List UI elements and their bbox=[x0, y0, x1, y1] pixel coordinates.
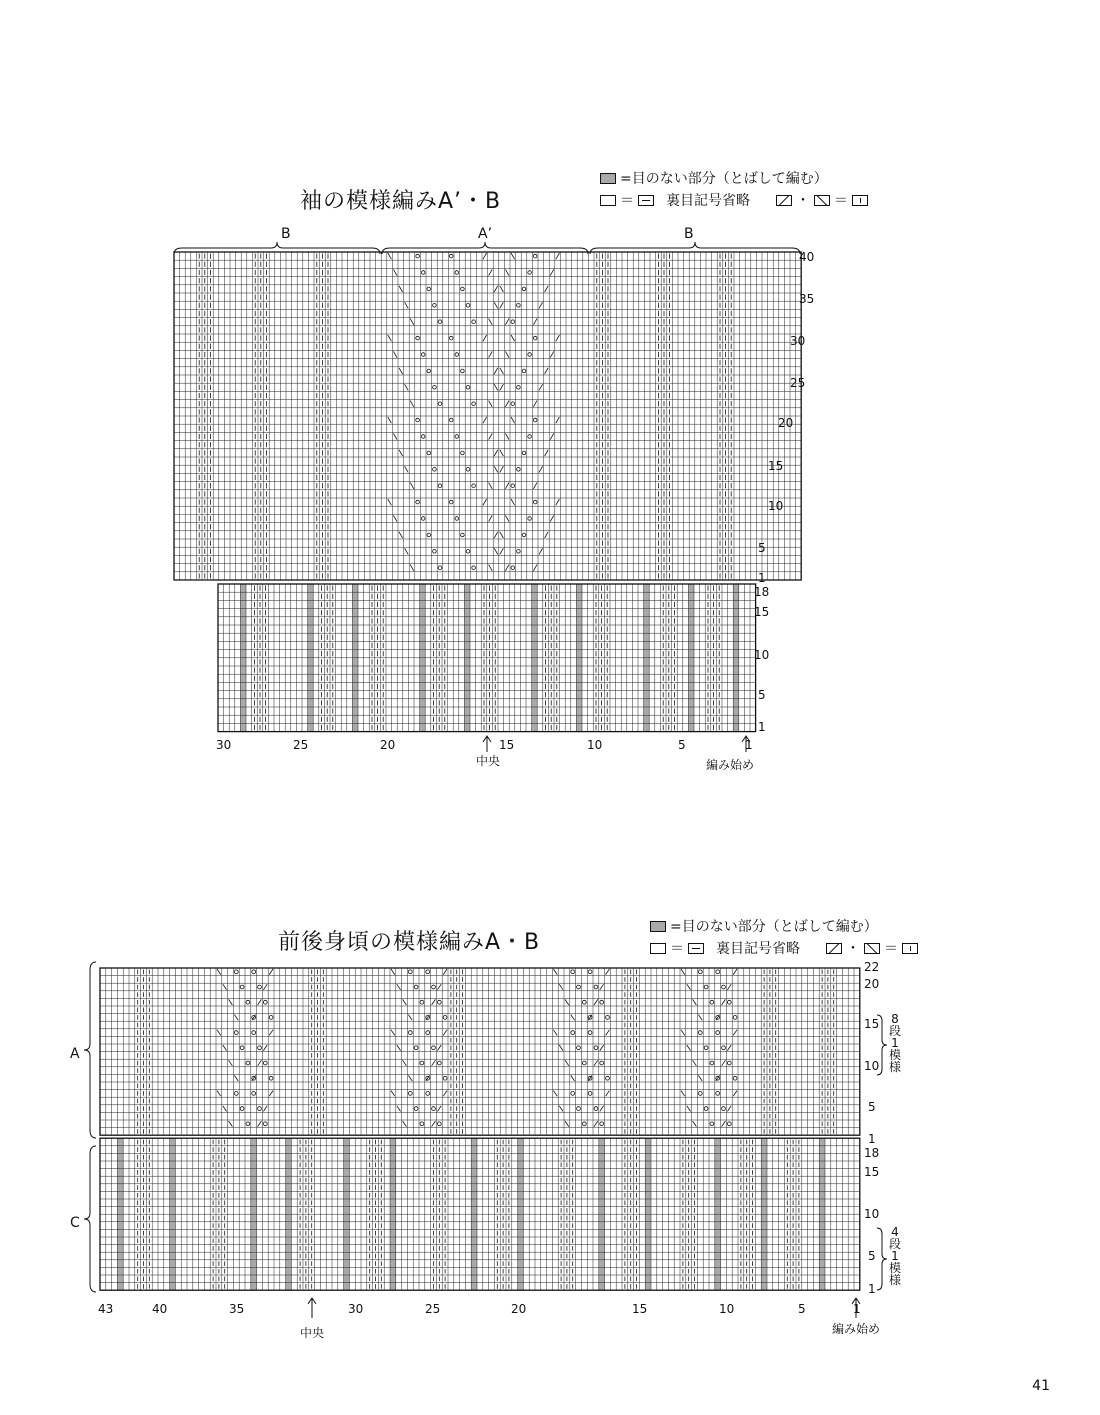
body-row-label: 1 bbox=[868, 1282, 876, 1296]
body-start-label: 編み始め bbox=[832, 1322, 881, 1336]
sleeve-stitch-label: 1 bbox=[745, 738, 753, 752]
sleeve-row-label: 10 bbox=[754, 648, 770, 662]
right-decrease-icon bbox=[864, 943, 880, 954]
left-decrease-icon bbox=[826, 943, 842, 954]
body-row-label: 15 bbox=[864, 1017, 880, 1031]
sleeve-row-label: 10 bbox=[768, 499, 784, 513]
body-row-label: 22 bbox=[864, 960, 880, 974]
body-section-a: A bbox=[70, 1046, 80, 1062]
body-row-label: 1 bbox=[868, 1132, 876, 1146]
page-number: 41 bbox=[1032, 1378, 1050, 1394]
sleeve-row-label: 15 bbox=[768, 459, 784, 473]
body-stitch-label: 20 bbox=[511, 1302, 527, 1316]
knit-symbol-icon bbox=[902, 943, 918, 954]
sleeve-section-a-prime: A’ bbox=[478, 226, 493, 242]
body-stitch-label: 1 bbox=[853, 1302, 861, 1316]
sleeve-row-label: 40 bbox=[799, 250, 815, 264]
blank-square-icon bbox=[600, 195, 616, 206]
body-chart-title: 前後身頃の模様編みA・B bbox=[278, 930, 541, 955]
left-decrease-icon bbox=[776, 195, 792, 206]
body-row-label: 5 bbox=[868, 1249, 876, 1263]
body-legend-eq-1: ＝ bbox=[670, 941, 684, 957]
sleeve-legend-symbols bbox=[600, 190, 868, 210]
body-row-label: 20 bbox=[864, 977, 880, 991]
sleeve-section-b-right: B bbox=[684, 226, 694, 242]
sleeve-stitch-label: 25 bbox=[293, 738, 309, 752]
gray-swatch-icon bbox=[600, 173, 616, 184]
body-stitch-label: 15 bbox=[632, 1302, 648, 1316]
body-repeat-c-label: 4段1模様 bbox=[888, 1225, 901, 1287]
blank-square-icon bbox=[650, 943, 666, 954]
sleeve-stitch-label: 30 bbox=[216, 738, 232, 752]
sleeve-stitch-label: 15 bbox=[499, 738, 515, 752]
sleeve-legend-sep: ・ bbox=[796, 193, 810, 209]
sleeve-legend-eq-1: ＝ bbox=[620, 193, 634, 209]
sleeve-row-label: 5 bbox=[758, 688, 766, 702]
sleeve-legend-gray-text: =目のない部分（とばして編む） bbox=[620, 171, 828, 187]
body-legend-sep: ・ bbox=[846, 941, 860, 957]
sleeve-legend-eq-2: ＝ bbox=[834, 193, 848, 209]
sleeve-legend-gray bbox=[600, 168, 828, 188]
sleeve-row-label: 25 bbox=[790, 376, 806, 390]
sleeve-row-label: 5 bbox=[758, 541, 766, 555]
gray-swatch-icon bbox=[650, 921, 666, 932]
body-legend-eq-2: ＝ bbox=[884, 941, 898, 957]
body-row-label: 10 bbox=[864, 1207, 880, 1221]
sleeve-row-label: 15 bbox=[754, 605, 770, 619]
body-row-label: 5 bbox=[868, 1100, 876, 1114]
body-stitch-label: 10 bbox=[719, 1302, 735, 1316]
body-row-label: 18 bbox=[864, 1146, 880, 1160]
sleeve-center-label: 中央 bbox=[476, 754, 501, 768]
purl-symbol-icon bbox=[688, 943, 704, 954]
right-decrease-icon bbox=[814, 195, 830, 206]
sleeve-section-b-left: B bbox=[281, 226, 291, 242]
body-stitch-label: 5 bbox=[798, 1302, 806, 1316]
body-legend-gray-text: =目のない部分（とばして編む） bbox=[670, 919, 878, 935]
body-stitch-label: 43 bbox=[98, 1302, 114, 1316]
body-section-c: C bbox=[70, 1215, 80, 1231]
knit-symbol-icon bbox=[852, 195, 868, 206]
sleeve-stitch-label: 10 bbox=[587, 738, 603, 752]
sleeve-start-label: 編み始め bbox=[706, 758, 755, 772]
sleeve-row-label: 35 bbox=[799, 292, 815, 306]
sleeve-legend-purl-note: 裏目記号省略 bbox=[666, 193, 750, 209]
body-stitch-label: 30 bbox=[348, 1302, 364, 1316]
body-repeat-a-label: 8段1模様 bbox=[888, 1012, 901, 1074]
body-stitch-label: 40 bbox=[152, 1302, 168, 1316]
sleeve-stitch-label: 5 bbox=[678, 738, 686, 752]
purl-symbol-icon bbox=[638, 195, 654, 206]
sleeve-row-label: 1 bbox=[758, 571, 766, 585]
body-chart-grid bbox=[100, 968, 860, 1290]
body-stitch-label: 25 bbox=[425, 1302, 441, 1316]
sleeve-row-label: 20 bbox=[778, 416, 794, 430]
body-legend-gray bbox=[650, 916, 878, 936]
sleeve-row-label: 30 bbox=[790, 334, 806, 348]
sleeve-chart-grid bbox=[173, 252, 801, 732]
sleeve-chart-title: 袖の模様編みA’・B bbox=[300, 189, 502, 214]
sleeve-row-label: 18 bbox=[754, 585, 770, 599]
body-legend-purl-note: 裏目記号省略 bbox=[716, 941, 800, 957]
body-legend-symbols bbox=[650, 938, 918, 958]
sleeve-row-label: 1 bbox=[758, 720, 766, 734]
body-row-label: 10 bbox=[864, 1059, 880, 1073]
body-center-label: 中央 bbox=[300, 1326, 325, 1340]
body-row-label: 15 bbox=[864, 1165, 880, 1179]
sleeve-stitch-label: 20 bbox=[380, 738, 396, 752]
body-stitch-label: 35 bbox=[229, 1302, 245, 1316]
